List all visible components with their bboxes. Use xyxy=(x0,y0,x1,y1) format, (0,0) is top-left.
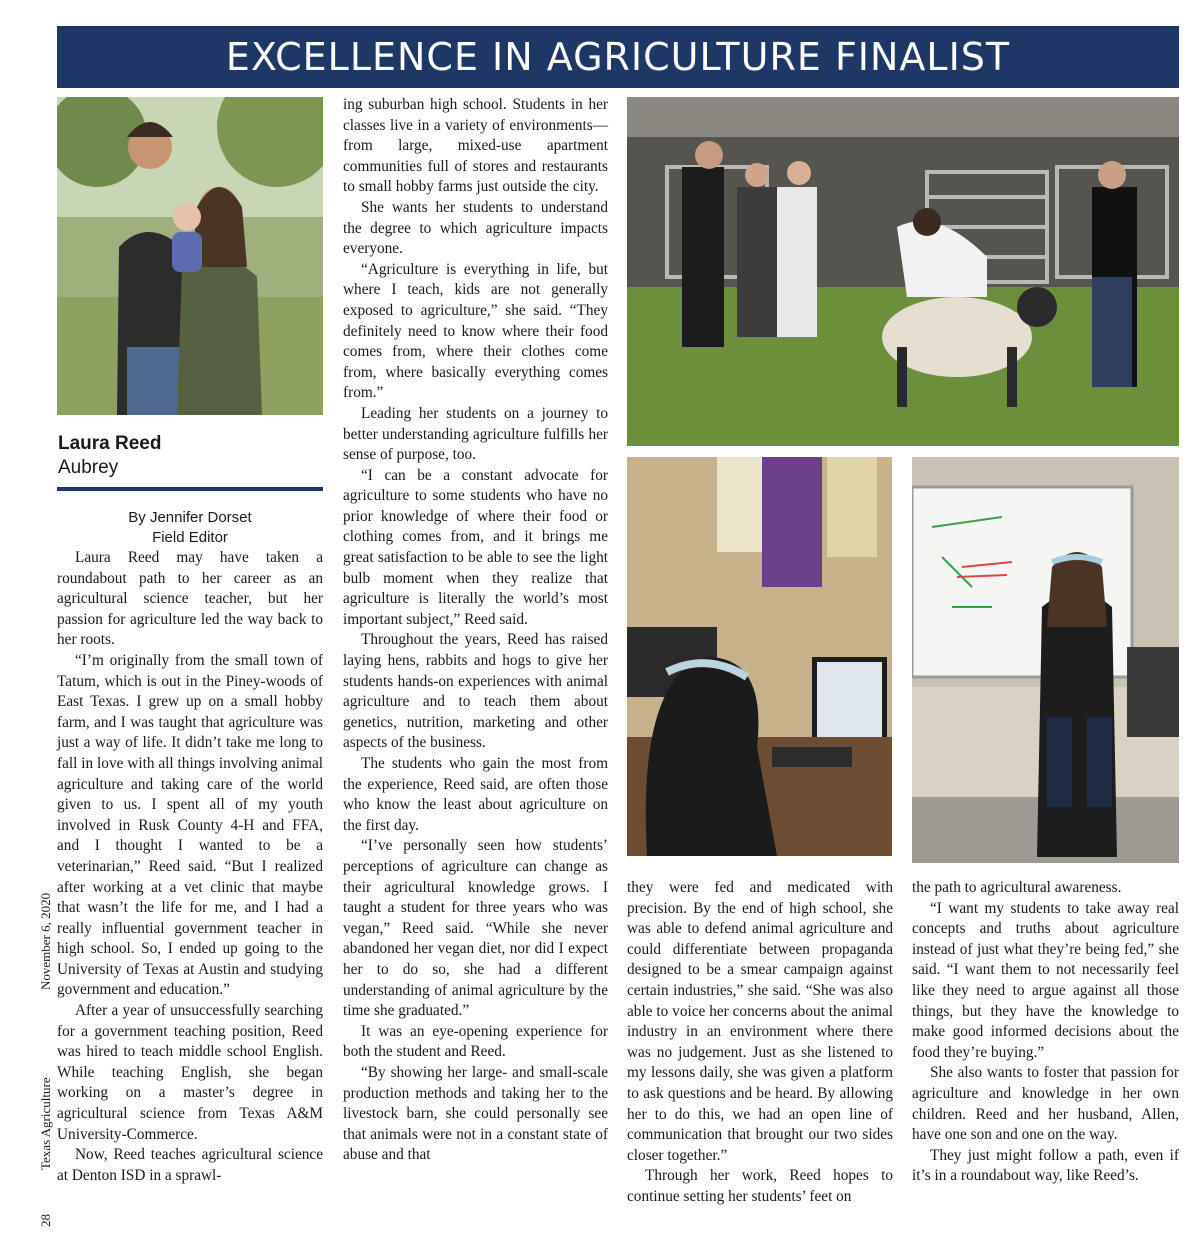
byline-author: By Jennifer Dorset xyxy=(128,509,252,526)
byline-role: Field Editor xyxy=(152,529,228,546)
paragraph: Leading her students on a journey to better understanding agriculture fulfills her sense of purpose, too. xyxy=(343,404,608,464)
teacher-at-computer-photo xyxy=(627,457,892,856)
paragraph: ing suburban high school. Students in her classes live in a variety of environments—from large, mixed-use apartment communities full of stores and restaurants to small hobby farms just outside the city. xyxy=(343,96,608,196)
paragraph: “Agriculture is everything in life, but where I teach, kids are not generally exposed to agriculture,” she said. “They definitely need to know where their food comes from, where their clothes come from, where basically everything comes from.” xyxy=(343,260,608,402)
byline xyxy=(57,508,323,548)
paragraph: Throughout the years, Reed has raised laying hens, rabbits and hogs to give her students hands-on experiences with animal agriculture and to teach them about genetics, nutrition, marketing and other aspects of the business. xyxy=(343,631,608,752)
paragraph: they were fed and medicated with precision. By the end of high school, she was able to defend animal agriculture and could differentiate between propaganda designed to be a smear campaign against certain industries,” she said. “She was also able to voice her concerns about the animal industry in an environment where there was no judgement. Just as she listened to my lessons daily, she was given a platform to ask questions and be heard. By allowing her to do this, we had an open line of communication that brought our two sides closer together.” xyxy=(627,879,893,1164)
article-column-3 xyxy=(627,878,893,1208)
section-banner xyxy=(57,26,1179,88)
paragraph: “By showing her large- and small-scale production methods and taking her to the livestock barn, she could personally see that animals were not in a constant state of abuse and that xyxy=(343,1063,608,1164)
profile-name: Laura Reed xyxy=(58,433,162,454)
article-column-4 xyxy=(912,878,1179,1187)
paragraph: Laura Reed may have taken a roundabout path to her career as an agricultural science teacher, but her passion for agriculture led the way back to her roots. xyxy=(57,549,323,649)
article-column-2 xyxy=(343,95,608,1166)
paragraph: “I’m originally from the small town of Tatum, which is out in the Piney-woods of East Texas. I grew up on a small hobby farm, and I was taught that agriculture was just a way of life. It didn’t take me long to fall in love with all things involving animal agriculture and taking care of the world given to us. I spent all of my youth involved in Rusk County 4-H and FFA, and I thought I wanted to be a veterinarian,” Reed said. “But I realized after working at a vet clinic that maybe that wasn’t the life for me, and I had a really influential government teacher in high school. So, I ended up going to the University of Texas at Austin and studying government and education.” xyxy=(57,651,323,999)
paragraph: After a year of unsuccessfully searching for a government teaching position, Reed was hired to teach middle school English. While teaching English, she began working on a master’s degree in agricultural science from Texas A&M University-Commerce. xyxy=(57,1002,323,1143)
section-title: EXCELLENCE IN AGRICULTURE FINALIST xyxy=(225,35,1011,79)
paragraph: The students who gain the most from the experience, Reed said, are often those who know the least about agriculture on the first day. xyxy=(343,755,608,834)
article-column-1 xyxy=(57,548,323,1186)
paragraph: “I’ve personally seen how students’ perceptions of agriculture can change as their agricultural knowledge grows. I taught a student for three years who was vegan,” Reed said. “While she never abandoned her vegan diet, nor did I expect her to do so, she had a different understanding of animal agriculture by the time she graduated.” xyxy=(343,837,608,1020)
page-folio xyxy=(38,880,52,1230)
paragraph: They just might follow a path, even if it’s in a roundabout way, like Reed’s. xyxy=(912,1146,1179,1185)
folio-date: November 6, 2020 xyxy=(38,892,53,990)
paragraph: Through her work, Reed hopes to continue setting her students’ feet on xyxy=(627,1167,893,1205)
students-showing-sheep-photo xyxy=(627,97,1179,446)
folio-page-number: 28 xyxy=(38,1214,53,1227)
paragraph: She also wants to foster that passion for agriculture and knowledge in her own children. Reed and her husband, Allen, have one son and one on the way. xyxy=(912,1064,1179,1144)
paragraph: the path to agricultural awareness. xyxy=(912,879,1122,896)
paragraph: Now, Reed teaches agricultural science at Denton ISD in a sprawl- xyxy=(57,1146,323,1184)
folio-publication: Texas Agriculture xyxy=(38,1077,53,1170)
paragraph: It was an eye-opening experience for both the student and Reed. xyxy=(343,1022,608,1061)
paragraph: “I want my students to take away real concepts and truths about agriculture instead of just what they’re being fed,” she said. “I want them to not necessarily feel like they need to argue against all those things, but they have the knowledge to make good informed decisions about the food they’re buying.” xyxy=(912,899,1179,1061)
paragraph: She wants her students to understand the degree to which agriculture impacts everyone. xyxy=(343,198,608,258)
teacher-at-whiteboard-photo xyxy=(912,457,1179,863)
divider-rule xyxy=(57,487,323,491)
profile-location: Aubrey xyxy=(58,457,119,478)
paragraph: “I can be a constant advocate for agriculture to some students who have no prior knowledge of where their food or clothing comes from, and it brings me great satisfaction to be able to see the light bulb moment when they realize that agriculture is literally the world’s most important subject,” Reed said. xyxy=(343,466,608,628)
family-portrait-photo xyxy=(57,97,323,415)
